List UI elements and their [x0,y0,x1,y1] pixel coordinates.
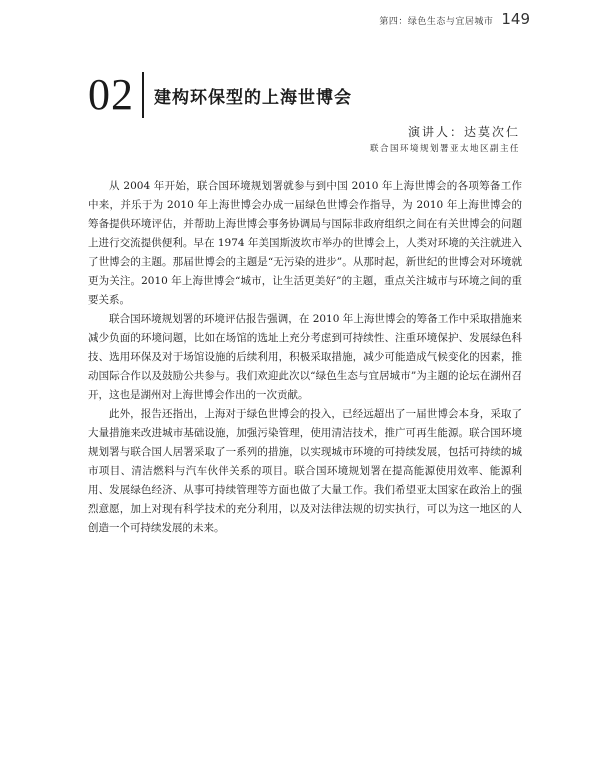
chapter-number: 02 [88,70,134,119]
chapter-heading [88,72,352,118]
paragraph: 联合国环境规划署的环境评估报告强调，在 2010 年上海世博会的筹备工作中采取措施来减少负面的环境问题，比如在场馆的选址上充分考虑到可持续性、注重环境保护、发展绿色科技、选用环保及对于场馆设施的后续利用，积极采取措施，减少可能造成气候变化的因素，推动国际合作以及鼓励公共参与。我们欢迎此次以“绿色生态与宜居城市”为主题的论坛在湖州召开，这也是湖州对上海世博会作出的一次贡献。 [88,313,522,401]
running-header [379,10,530,28]
chapter-divider [142,72,144,118]
speaker-line: 演讲人：达莫次仁 [407,125,520,139]
speaker-affiliation: 联合国环境规划署亚太地区副主任 [369,144,520,154]
running-header-title: 第四：绿色生态与宜居城市 [379,17,494,27]
article-body [88,177,522,538]
chapter-title: 建构环保型的上海世博会 [154,87,352,108]
paragraph: 此外，报告还指出，上海对于绿色世博会的投入，已经远超出了一届世博会本身，采取了大量措施来改进城市基础设施，加强污染管理，使用清洁技术，推广可再生能源。联合国环境规划署与联合国人居署采取了一系列的措施，以实现城市环境的可持续发展，包括可持续的城市项目、清洁燃料与汽车伙伴关系的项目。联合国环境规划署在提高能源使用效率、能源利用、发展绿色经济、从事可持续管理等方面也做了大量工作。我们希望亚太国家在政治上的强烈意愿，加上对现有科学技术的充分利用，以及对法律法规的切实执行，可以为这一地区的人创造一个可持续发展的未来。 [88,408,522,534]
paragraph: 从 2004 年开始，联合国环境规划署就参与到中国 2010 年上海世博会的各项筹备工作中来，并乐于为 2010 年上海世博会办成一届绿色世博会作指导，为 2010 年上海世博会的筹备提供环境评估，并帮助上海世博会事务协调局与国际非政府组织之间在有关世博会的问题上进行交流提供便利。早在 1974 年美国斯波坎市举办的世博会上，人类对环境的关注就进入了世博会的主题。那届世博会的主题是“无污染的进步”。从那时起，新世纪的世博会对环境就更为关注。2010 年上海世博会“城市，让生活更美好”的主题，重点关注城市与环境之间的重要关系。 [88,180,522,306]
page-number: 149 [501,10,530,28]
